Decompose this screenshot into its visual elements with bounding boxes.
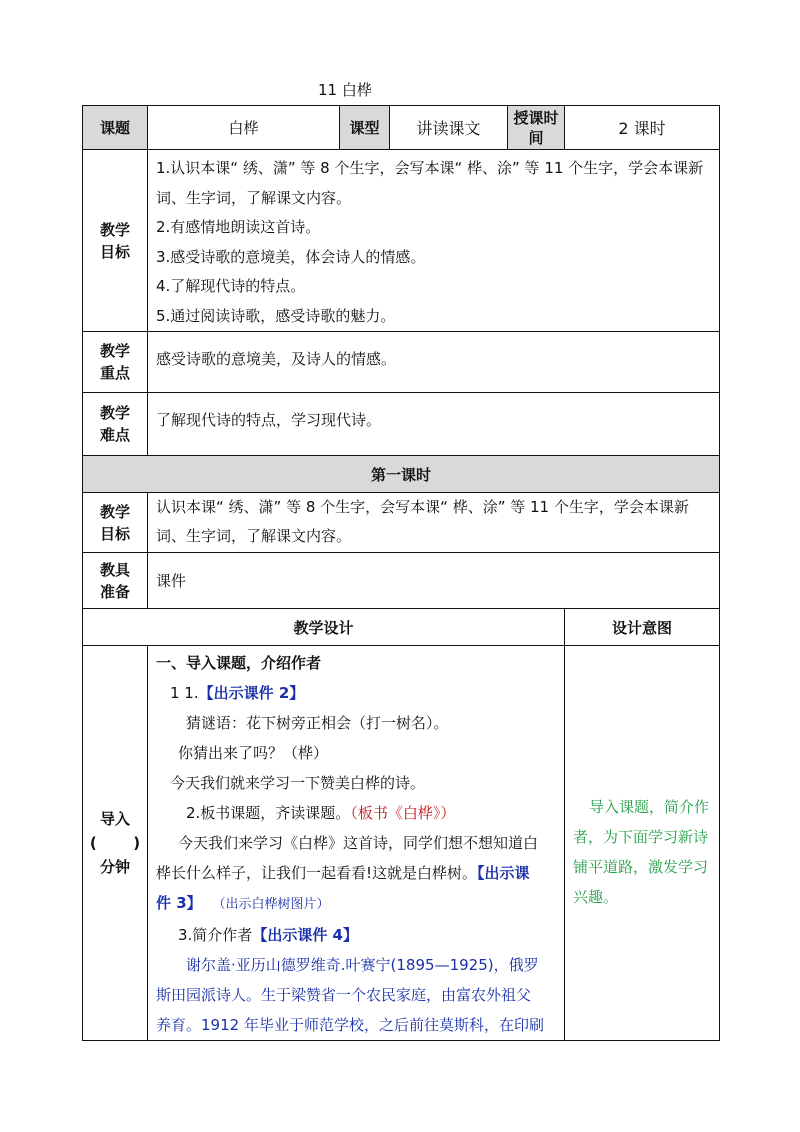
bio-line: 谢尔盖·亚历山德罗维奇.叶赛宁(1895—1925)，俄罗 [186, 956, 539, 974]
design-content [148, 646, 565, 1041]
phase-label-top: 导入 [99, 810, 130, 828]
key-points-label: 教学重点 [83, 332, 148, 393]
lesson-plan [82, 105, 719, 1041]
step2-text: 2.板书课题，齐读课题。 [186, 804, 351, 822]
objective-line: 认识本课“ 绣、潇” 等 8 个生字，会写本课“ 桦、涂” 等 11 个生字，学会本课新 [156, 498, 689, 516]
tools-value: 课件 [148, 553, 720, 609]
para-a: 今天我们来学习《白桦》这首诗，同学们想不想知道白 [178, 834, 539, 852]
guess: 你猜出来了吗？（桦） [178, 744, 329, 762]
bio-line: 斯田园派诗人。生于梁赞省一个农民家庭，由富农外祖父 [156, 986, 532, 1004]
intent-line: 者，为下面学习新诗 [573, 828, 709, 846]
para-c-note: （出示白桦树图片） [212, 897, 330, 912]
intent-line: 导入课题，简介作 [589, 798, 710, 816]
phase-label [83, 646, 148, 1041]
type-label: 课型 [340, 106, 390, 150]
design-intent [565, 646, 720, 1041]
objective-line: 5.通过阅读诗歌，感受诗歌的魅力。 [156, 306, 396, 325]
objective-line: 3.感受诗歌的意境美，体会诗人的情感。 [156, 247, 426, 266]
step3-tag: 【出示课件 4】 [252, 926, 358, 944]
difficulties-label: 教学难点 [83, 393, 148, 456]
objective-line: 词、生字词，了解课文内容。 [156, 188, 352, 207]
intent-header: 设计意图 [565, 609, 720, 646]
step2 [156, 798, 564, 828]
tools-label: 教具准备 [83, 553, 148, 609]
para-c-tag: 件 3】 [156, 894, 202, 912]
objectives-body [148, 150, 720, 332]
step1 [156, 678, 564, 708]
objective-line: 2.有感情地朗读这首诗。 [156, 218, 321, 236]
page-title: 11 白桦 [318, 81, 372, 99]
para-b [156, 858, 564, 888]
objective-line: 1.认识本课“ 绣、潇” 等 8 个生字，会写本课“ 桦、涂” 等 11 个生字，学会本课新 [156, 159, 704, 177]
design-header: 教学设计 [83, 609, 565, 646]
phase-label-paren: ( ) [89, 834, 141, 852]
step2-board: （板书《白桦》） [350, 804, 456, 822]
step3 [156, 920, 564, 950]
intent-line: 铺平道路，激发学习 [573, 858, 709, 876]
key-points-text: 感受诗歌的意境美，及诗人的情感。 [148, 332, 720, 393]
topic-value: 白桦 [148, 106, 340, 150]
objective-line: 4.了解现代诗的特点。 [156, 277, 306, 295]
step3-text: 3.简介作者 [178, 926, 253, 944]
lesson-plan-table [82, 105, 720, 1041]
phase-label-bottom: 分钟 [99, 858, 130, 876]
riddle: 猜谜语：花下树旁正相会（打一树名）。 [186, 714, 449, 732]
step1-num: 1 1. [170, 684, 199, 702]
objectives-label: 教学目标 [83, 150, 148, 332]
type-value: 讲读课文 [390, 106, 508, 150]
intent-line: 兴趣。 [573, 888, 619, 906]
section-title: 一、导入课题，介绍作者 [156, 654, 322, 672]
bio-line: 养育。1912 年毕业于师范学校，之后前往莫斯科，在印刷 [156, 1016, 544, 1034]
para-b-tag: 【出示课 [477, 864, 530, 882]
difficulties-text: 了解现代诗的特点，学习现代诗。 [148, 393, 720, 456]
first-lesson-objectives-label: 教学目标 [83, 493, 148, 553]
today: 今天我们就来学习一下赞美白桦的诗。 [170, 774, 426, 792]
hours-label: 授课时间 [508, 106, 565, 150]
objective-line: 词、生字词，了解课文内容。 [156, 527, 352, 545]
para-b-text: 桦长什么样子，让我们一起看看!这就是白桦树。 [156, 864, 478, 882]
topic-label: 课题 [83, 106, 148, 150]
para-c [156, 888, 564, 920]
first-lesson-banner: 第一课时 [83, 456, 720, 493]
hours-value: 2 课时 [565, 106, 720, 150]
first-lesson-objectives-body [148, 493, 720, 553]
step1-tag: 【出示课件 2】 [198, 684, 305, 702]
